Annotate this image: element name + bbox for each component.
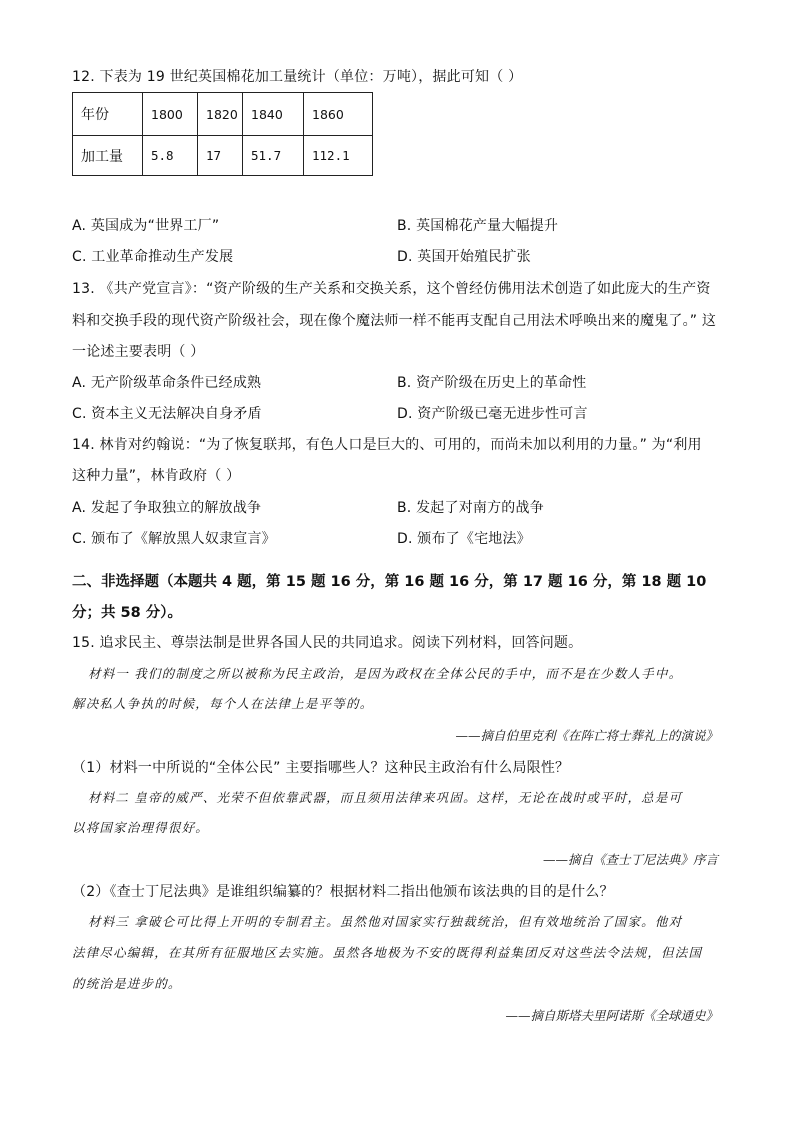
- question-14-line2: 这种力量”，林肯政府（ ）: [72, 468, 241, 484]
- question-15-sub1: （1）材料一中所说的“全体公民” 主要指哪些人？这种民主政治有什么局限性？: [72, 760, 570, 776]
- question-12-stem: 12. 下表为 19 世纪英国棉花加工量统计（单位：万吨），据此可知（ ）: [72, 69, 523, 85]
- table-cell: 51.7: [243, 136, 304, 176]
- cotton-processing-table: [72, 92, 373, 176]
- q12-option-d: D. 英国开始殖民扩张: [397, 249, 531, 265]
- table-row-label: 加工量: [73, 136, 143, 176]
- question-15-sub2: （2）《查士丁尼法典》是谁组织编纂的？根据材料二指出他颁布该法典的目的是什么？: [72, 884, 614, 900]
- table-cell: 1860: [304, 93, 373, 136]
- table-header-label: 年份: [73, 93, 143, 136]
- material-3-line1: 材料三 拿破仑可比得上开明的专制君主。虽然他对国家实行独裁统治，但有效地统治了国家。他对: [88, 914, 683, 929]
- material-1-line2: 解决私人争执的时候，每个人在法律上是平等的。: [72, 696, 374, 711]
- q13-option-c: C. 资本主义无法解决自身矛盾: [72, 406, 262, 422]
- q12-option-a: A. 英国成为“世界工厂”: [72, 218, 220, 234]
- material-3-line2: 法律尽心编辑，在其所有征服地区去实施。虽然各地极为不安的既得利益集团反对这些法令法规，但法国: [72, 945, 703, 960]
- material-1-source: ——摘自伯里克利《在阵亡将士葬礼上的演说》: [455, 728, 718, 743]
- q14-option-b: B. 发起了对南方的战争: [397, 500, 544, 516]
- q13-option-b: B. 资产阶级在历史上的革命性: [397, 375, 587, 391]
- section-2-heading-line2: 分；共 58 分）。: [72, 605, 183, 621]
- table-row: [73, 136, 373, 176]
- q12-option-c: C. 工业革命推动生产发展: [72, 249, 234, 265]
- material-3-line3: 的统治是进步的。: [72, 976, 182, 991]
- table-cell: 1820: [198, 93, 243, 136]
- question-13-line3: 一论述主要表明（ ）: [72, 344, 205, 360]
- question-15-stem: 15. 追求民主、尊崇法制是世界各国人民的共同追求。阅读下列材料，回答问题。: [72, 635, 583, 651]
- table-cell: 5.8: [143, 136, 198, 176]
- q13-option-a: A. 无产阶级革命条件已经成熟: [72, 375, 262, 391]
- q14-option-d: D. 颁布了《宅地法》: [397, 531, 531, 547]
- section-2-heading-line1: 二、非选择题（本题共 4 题，第 15 题 16 分，第 16 题 16 分，第 17 题 16 分，第 18 题 10: [72, 574, 707, 590]
- question-13-line1: 13. 《共产党宣言》：“资产阶级的生产关系和交换关系，这个曾经仿佛用法术创造了如此庞大的生产资: [72, 281, 711, 297]
- question-13-line2: 料和交换手段的现代资产阶级社会，现在像个魔法师一样不能再支配自己用法术呼唤出来的魔鬼了。” 这: [72, 313, 717, 329]
- material-2-source: ——摘自《查士丁尼法典》序言: [542, 852, 718, 867]
- q14-option-c: C. 颁布了《解放黑人奴隶宣言》: [72, 531, 276, 547]
- question-14-line1: 14. 林肯对约翰说：“为了恢复联邦，有色人口是巨大的、可用的，而尚未加以利用的力量。” 为“利用: [72, 437, 702, 453]
- table-cell: 1840: [243, 93, 304, 136]
- table-cell: 112.1: [304, 136, 373, 176]
- table-row: [73, 93, 373, 136]
- material-3-source: ——摘自斯塔夫里阿诺斯《全球通史》: [505, 1008, 718, 1023]
- q14-option-a: A. 发起了争取独立的解放战争: [72, 500, 262, 516]
- q13-option-d: D. 资产阶级已毫无进步性可言: [397, 406, 588, 422]
- material-2-line1: 材料二 皇帝的威严、光荣不但依靠武器，而且须用法律来巩固。这样，无论在战时或平时，总是可: [88, 790, 683, 805]
- table-cell: 17: [198, 136, 243, 176]
- q12-option-b: B. 英国棉花产量大幅提升: [397, 218, 559, 234]
- material-2-line2: 以将国家治理得很好。: [72, 820, 210, 835]
- table-cell: 1800: [143, 93, 198, 136]
- material-1-line1: 材料一 我们的制度之所以被称为民主政治，是因为政权在全体公民的手中，而不是在少数人手中。: [88, 666, 683, 681]
